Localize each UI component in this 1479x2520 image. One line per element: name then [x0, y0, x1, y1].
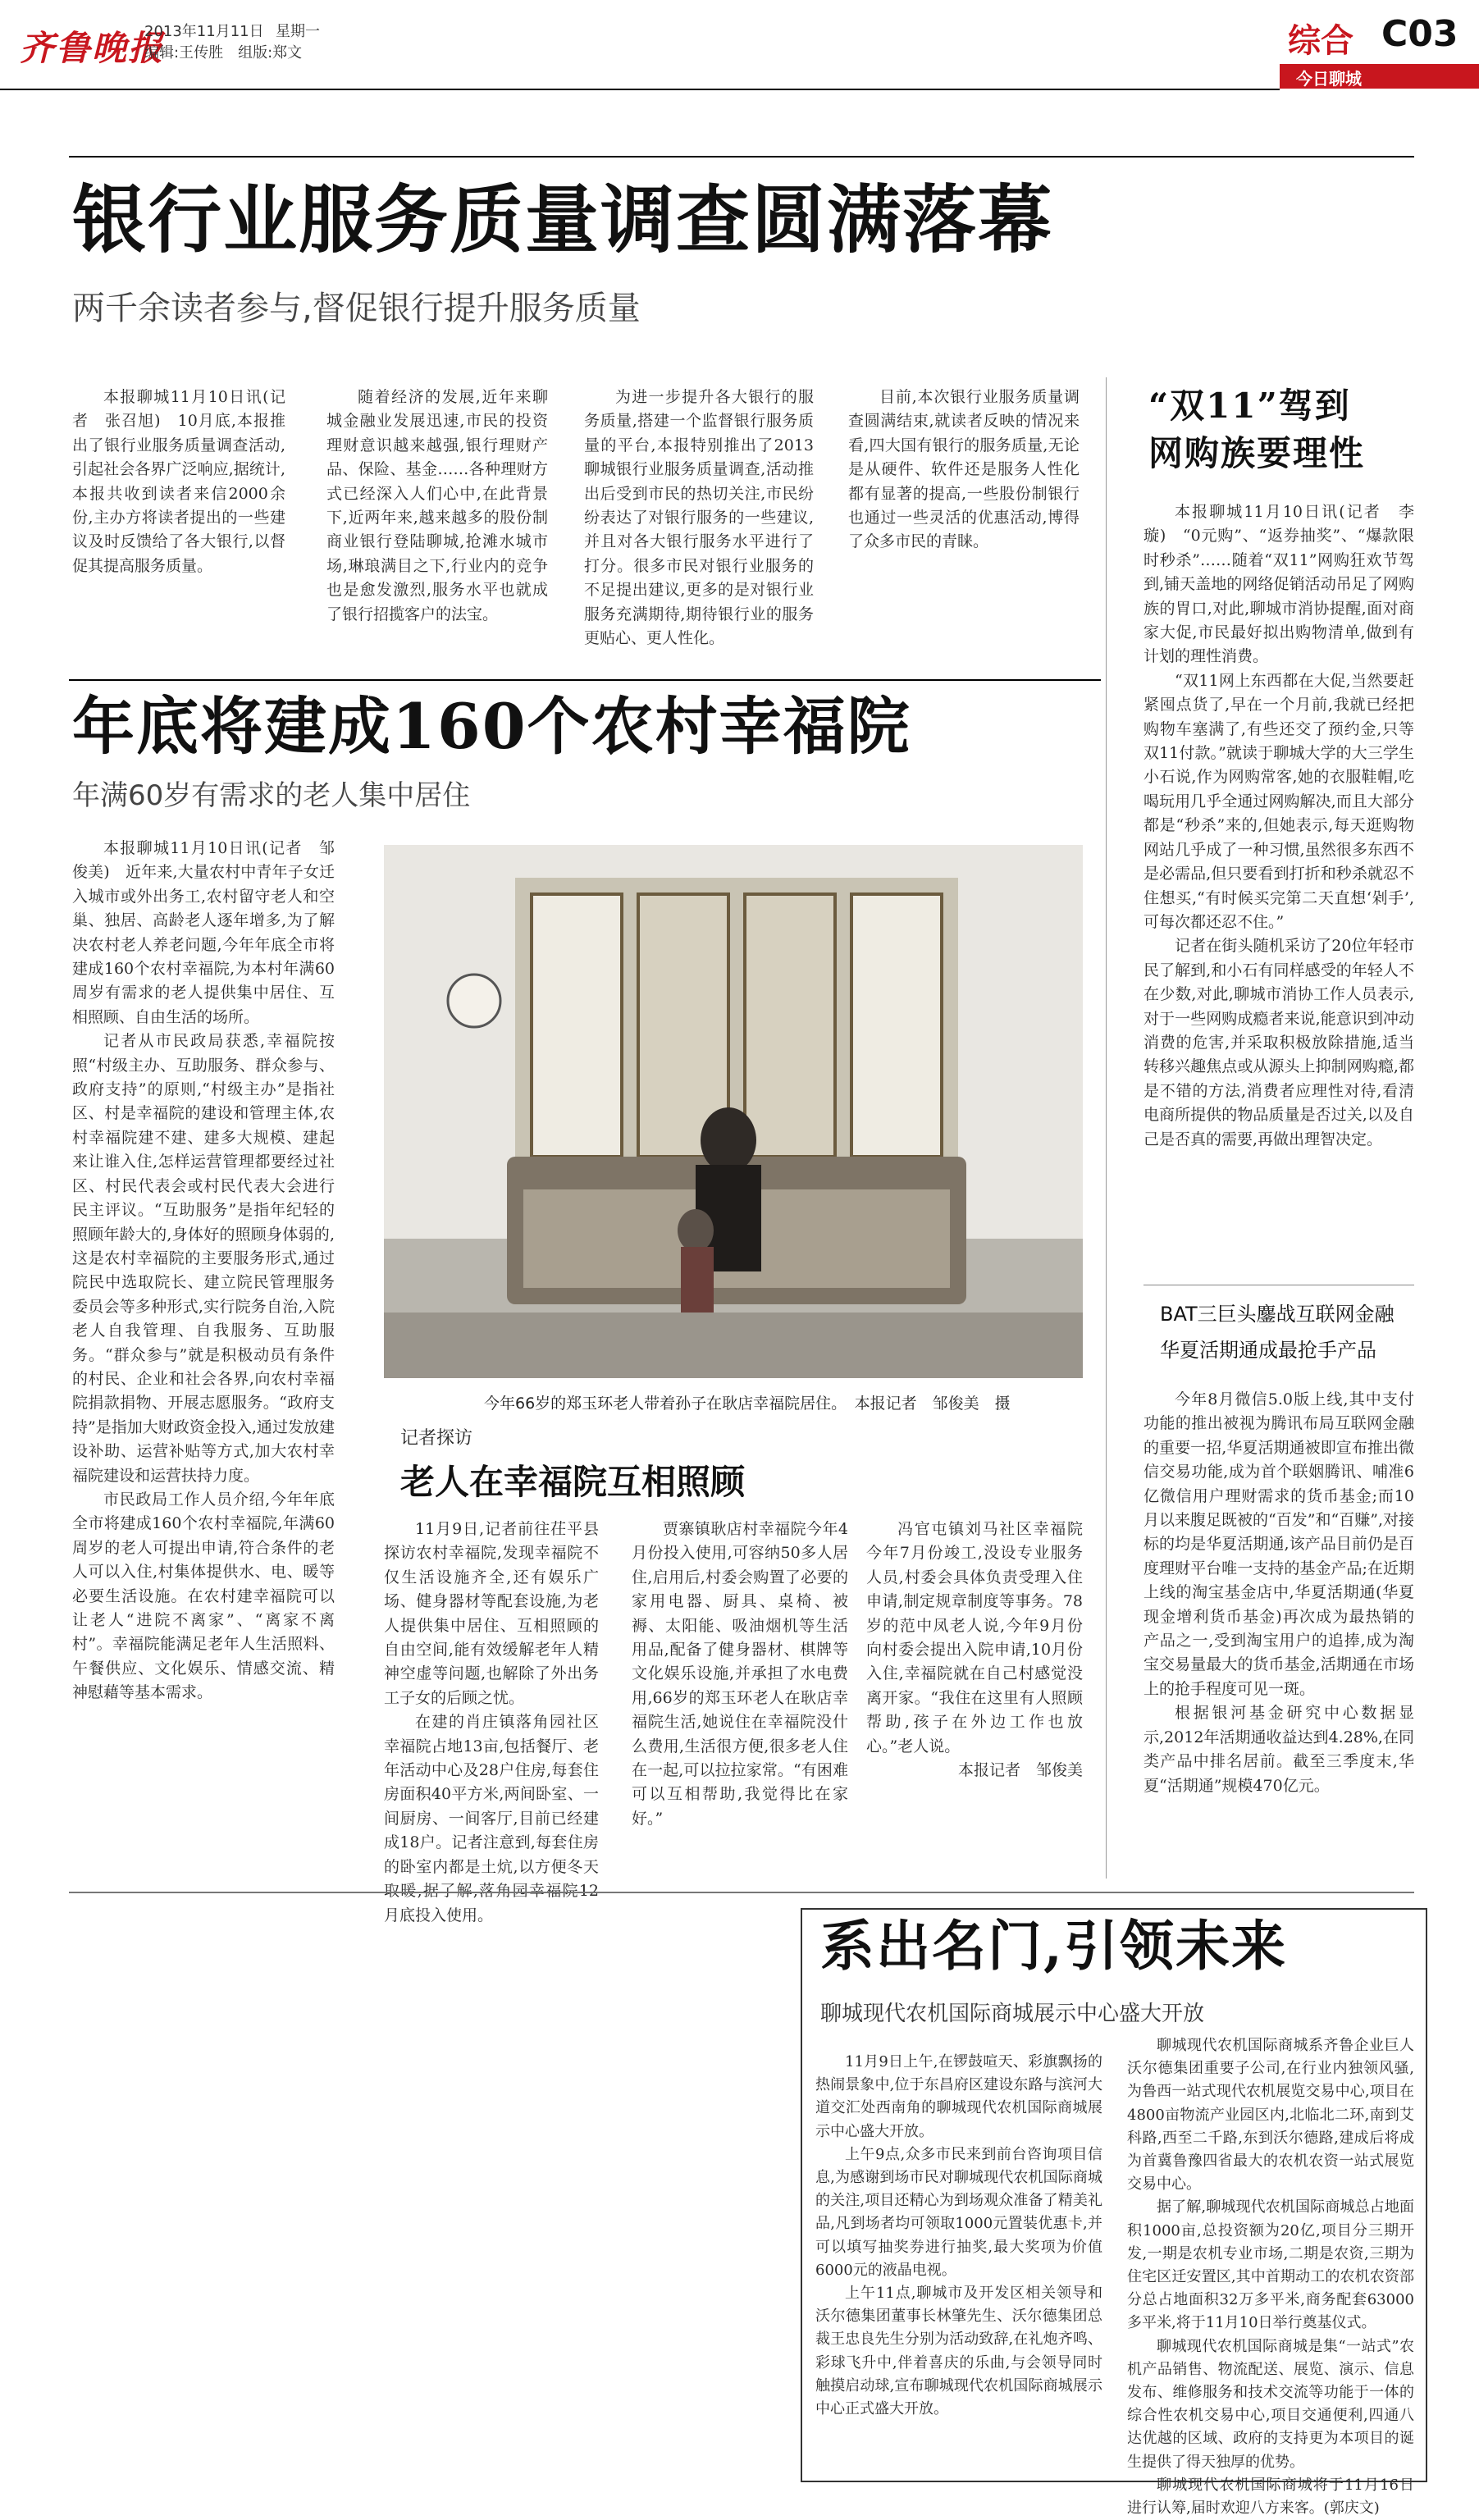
story1-paragraph: 随着经济的发展,近年来聊城金融业发展迅速,市民的投资理财意识越来越强,银行理财产品、保险、基金……各种理财方式已经深入人们心中,在此背景下,近两年来,越来越多的股份制商业银行登陆聊城,抢滩水城市场,琳琅满目之下,行业内的竞争也是愈发激烈,服务水平也就成了银行招揽客户的法宝。	[326, 388, 548, 623]
story3-paragraph: “双11网上东西都在大促,当然要赶紧囤点货了,早在一个月前,我就已经把购物车塞满了,有些还交了预约金,只等双11付款。”就读于聊城大学的大三学生小石说,作为网购常客,她的衣服鞋帽,吃喝玩用几乎全通过网购解决,而且大部分都是“秒杀”来的,但她表示,每天逛购物网站几乎成了一种习惯,虽然很多东西不是必需品,但只要看到打折和秒杀就忍不住想买,“有时候买完第二天直想‘剁手’,可每次都还忍不住。”	[1143, 671, 1414, 931]
story5-column-2	[1127, 2034, 1414, 2520]
rural-home-photo-illustration	[384, 845, 1083, 1378]
story3-paragraph: 记者在街头随机采访了20位年轻市民了解到,和小石有同样感受的年轻人不在少数,对此,聊城市消协工作人员表示,对于一些网购成瘾者来说,能意识到冲动消费的危害,并采取积极放除措施,适当转移兴趣焦点或从源头上抑制网购瘾,都是不错的方法,消费者应理性对待,看清电商所提供的物品质量是否过关,以及自己是否真的需要,再做出理智决定。	[1143, 937, 1414, 1148]
story2-sidebar-paragraph: 在建的肖庄镇落角园社区幸福院占地13亩,包括餐厅、老年活动中心及28户住房,每套住房面积40平方米,两间卧室、一间厨房、一间客厅,目前已经建成18户。记者注意到,每套住房的卧室内都是土炕,以方便冬天 月底投入使用。	[384, 1713, 599, 1924]
story3-column	[1143, 500, 1414, 1152]
story2-sidebar-paragraph: 冯官屯镇刘马社区幸福院今年7月份竣工,没设专业服务人员,村委会具体负责受理入住申请,制定规章制度等事务。78岁的范中凤老人说,今年9月份向村委会提出入院申请,10月份入住,幸福院就在自己村感觉没离开家。“我住在这里有人照顾帮助,孩子在外边工作也放心。”老人说。	[866, 1520, 1083, 1755]
story3-paragraph: 本报聊城11月10日讯(记者 李璇) “0元购”、“返券抽奖”、“爆款限时秒杀”……随着“双11”网购狂欢节驾到,铺天盖地的网络促销活动吊足了网购族的胃口,对此,聊城市消协提醒,面对商家大促,市民最好拟出购物清单,做到有计划的理性消费。	[1143, 503, 1414, 666]
story5-paragraph: 聊城现代农机国际商城将于11月16日进行认筹,届时欢迎八方来客。(郭庆文)	[1127, 2476, 1414, 2518]
story4-headline: BAT三巨头鏖战互联网金融 华夏活期通成最抢手产品	[1160, 1303, 1395, 1362]
story5-paragraph: 据了解,聊城现代农机国际商城总占地面积1000亩,总投资额为20亿,项目分三期开发,一期是农机专业市场,二期是农资,三期为住宅区迁安置区,其中首期动工的农机农资部分总占地面积32万多平米,商务配套63000多平米,将于11月10日举行奠基仪式。	[1127, 2198, 1414, 2332]
story2-photo-caption: 今年66岁的郑玉环老人带着孙子在耿店幸福院居住。 本报记者 邹俊美 摄	[484, 1395, 1011, 1413]
story2-paragraph: 本报聊城11月10日讯(记者 邹俊美) 近年来,大量农村中青年子女迁入城市或外出务工,农村留守老人和空巢、独居、高龄老人逐年增多,为了解决农村老人养老问题,今年年底全市将建成160个农村幸福院,为本村年满60周岁有需求的老人提供集中居住、互相照顾、自由生活的场所。	[72, 839, 335, 1026]
story2-sidebar-column-3	[866, 1518, 1083, 1783]
story5-paragraph: 11月9日上午,在锣鼓喧天、彩旗飘扬的热闹景象中,位于东昌府区建设东路与滨河大道交汇处西南角的聊城现代农机国际商城展示中心盛大开放。	[815, 2053, 1102, 2140]
story2-photo	[384, 845, 1083, 1378]
story1-headline: 银行业服务质量调查圆满落幕	[72, 176, 1053, 263]
story1-column-1	[72, 386, 285, 578]
story5-subhead: 聊城现代农机国际商城展示中心盛大开放	[820, 2002, 1205, 2026]
story5-paragraph: 聊城现代农机国际商城系齐鲁企业巨人沃尔德集团重要子公司,在行业内独领风骚,为鲁西一站式现代农机展览交易中心,项目在4800亩物流产业园区内,北临北二环,南到艾科路,西至二千路,东到沃尔德路,建成后将成为首冀鲁豫四省最大的农机农资一站式展览交易中心。	[1127, 2037, 1414, 2194]
issue-weekday: 星期一	[276, 23, 320, 40]
story4-paragraph: 今年8月微信5.0版上线,其中支付功能的推出被视为腾讯布局互联网金融的重要一招,华夏活期通被即宣布推出微信交易功能,成为首个联姻腾讯、哺准6亿微信用户理财需求的货币基金;而10月以来腹足既被的“百发”和“百赚”,对接标的均是华夏活期通,该产品目前仍是百度理财平台唯一支持的基金产品;在近期上线的淘宝基金店中,华夏活期通(华夏现金增利货币基金)再次成为最热销的产品之一,受到淘宝用户的追捧,成为淘宝交易量最大的货币基金,活期通在市场上的抢手程度可见一斑。	[1143, 1390, 1414, 1698]
story1-column-3	[584, 386, 814, 651]
story1-column-4	[848, 386, 1080, 555]
story5-headline: 系出名门,引领未来	[820, 1914, 1287, 1978]
story1-top-rule	[69, 156, 1414, 158]
story5-paragraph: 上午9点,众多市民来到前台咨询项目信息,为感谢到场市民对聊城现代农机国际商城的关注,项目还精心为到场观众准备了精美礼品,凡到场者均可领取1000元置装优惠卡,并可以填写抽奖券进行抽奖,最大奖项为价值6000元的液晶电视。	[815, 2145, 1102, 2279]
subsection-name: 今日聊城	[1296, 69, 1362, 89]
story2-sidebar-paragraph: 贾寨镇耿店村幸福院今年4月份投入使用,可容纳50多人居住,启用后,村委会购置了必要的家用电器、厨具、桌椅、被褥、太阳能、吸油烟机等生活用品,配备了健身器材、棋牌等文化娱乐设施,并承担了水电费用,66岁的郑玉环老人在耿店幸福院生活,她说住在幸福院没什么费用,生活很方便,很多老人住在一起,可以拉拉家常。“有困难可以互相帮助,我觉得比在家好。”	[632, 1520, 848, 1828]
story2-sidebar-tag: 记者探访	[400, 1428, 473, 1449]
story3-headline: “双11”驾到 网购族要理性	[1148, 386, 1366, 473]
story2-top-rule	[69, 679, 1101, 681]
story2-sidebar-headline: 老人在幸福院互相照顾	[400, 1462, 746, 1502]
story2-paragraph: 记者从市民政局获悉,幸福院按照“村级主办、互助服务、群众参与、政府支持”的原则,“村级主办”是指社区、村是幸福院的建设和管理主体,农村幸福院建不建、建多大规模、建起来让谁入住,怎样运营管理都要经过社区、村民代表会或村民代表大会进行民主评议。“互助服务”是指年纪轻的照顾年龄大的,身体好的照顾身体弱的,这是农村幸福院的主要服务形式,通过院民中选取院长、建立院民管理服务委员会等多种形式,实行院务自治,入院老人自我管理、自我服务、互助服务。“群众参与”就是积极动员有条件的村民、企业和社会各界,向农村幸福院捐款捐物、开展志愿服务。“政府支持”是指加大财政资金投入,通过发放建设补助、运营补贴等方式,加大农村幸福院建设和运营扶持力度。	[72, 1032, 335, 1485]
story5-column-1	[815, 2051, 1102, 2421]
story1-paragraph: 为进一步提升各大银行的服务质量,搭建一个监督银行服务质量的平台,本报特别推出了2013聊城银行业服务质量调查,活动推出后受到市民的热切关注,市民纷纷表达了对银行服务的一些建议,并且对各大银行服务水平进行了打分。很多市民对银行业服务的不足提出建议,更多的是对银行业服务充满期待,期待银行业的服务更贴心、更人性化。	[584, 388, 814, 648]
section-name: 综合	[1288, 22, 1353, 60]
story2-column-1	[72, 837, 335, 1705]
lower-section-rule	[69, 1892, 1414, 1893]
story1-paragraph: 本报聊城11月10日讯(记者 张召旭) 10月底,本报推出了银行业服务质量调查活动,引起社会各界广泛响应,据统计,本报共收到读者来信2000余份,主办方将读者提出的一些建议及时反馈给了各大银行,以督促其提高服务质量。	[72, 388, 285, 575]
story1-paragraph: 目前,本次银行业服务质量调查圆满结束,就读者反映的情况来看,四大国有银行的服务质量,无论是从硬件、软件还是服务人性化都有显著的提高,一些股份制银行也通过一些灵活的优惠活动,博得了众多市民的青睐。	[848, 388, 1080, 551]
page-number: C03	[1381, 13, 1458, 55]
column-divider	[1106, 377, 1107, 1879]
newspaper-logo: 齐鲁晚报	[20, 28, 165, 68]
masthead	[0, 0, 1479, 89]
story2-sidebar-column-1	[384, 1518, 599, 1928]
story1-subhead: 两千余读者参与,督促银行提升服务质量	[72, 290, 641, 327]
story1-column-2	[326, 386, 548, 627]
story2-sidebar-paragraph: 11月9日,记者前往茌平县探访农村幸福院,发现幸福院不仅生活设施齐全,还有娱乐广场、健身器材等配套设施,为老人提供集中居住、互相照顾的自由空间,能有效缓解老年人精神空虚等问题,也解除了外出务工子女的后顾之忧。	[384, 1520, 599, 1707]
story2-headline: 年底将建成160个农村幸福院	[72, 690, 911, 763]
story5-paragraph: 聊城现代农机国际商城是集“一站式”农机产品销售、物流配送、展览、演示、信息发布、维修服务和技术交流等功能于一体的综合性农机交易中心,项目交通便利,四通八达优越的区域、政府的支持更为本项目的诞生提供了得天独厚的优势。	[1127, 2337, 1414, 2471]
story5-paragraph: 上午11点,聊城市及开发区相关领导和沃尔德集团董事长林肇先生、沃尔德集团总裁王忠良先生分别为活动致辞,在礼炮齐鸣、彩球飞升中,伴着喜庆的乐曲,与会领导同时触摸启动球,宣布聊城现代农机国际商城展示中心正式盛大开放。	[815, 2285, 1102, 2418]
editor-credits: 编辑:王传胜 组版:郑文	[144, 44, 303, 62]
masthead-rule	[0, 89, 1280, 90]
story4-paragraph: 根据银河基金研究中心数据显示,2012年活期通收益达到4.28%,在同类产品中排名居前。截至三季度末,华夏“活期通”规模470亿元。	[1143, 1704, 1414, 1795]
issue-date: 2013年11月11日	[144, 23, 264, 40]
story2-subhead: 年满60岁有需求的老人集中居住	[72, 779, 471, 812]
story2-sidebar-byline: 本报记者 邹俊美	[957, 1761, 1083, 1780]
story2-paragraph: 市民政局工作人员介绍,今年年底全市将建成160个农村幸福院,年满60周岁的老人可提出申请,符合条件的老人可以入住,村集体提供水、电、暖等必要生活设施。在农村建幸福院可以让老人“进院不离家”、“离家不离村”。幸福院能满足老年人生活照料、午餐供应、文化娱乐、情感交流、精神慰藉等基本需求。	[72, 1490, 335, 1702]
story2-sidebar-column-2	[632, 1518, 848, 1831]
story4-column	[1143, 1388, 1414, 1798]
